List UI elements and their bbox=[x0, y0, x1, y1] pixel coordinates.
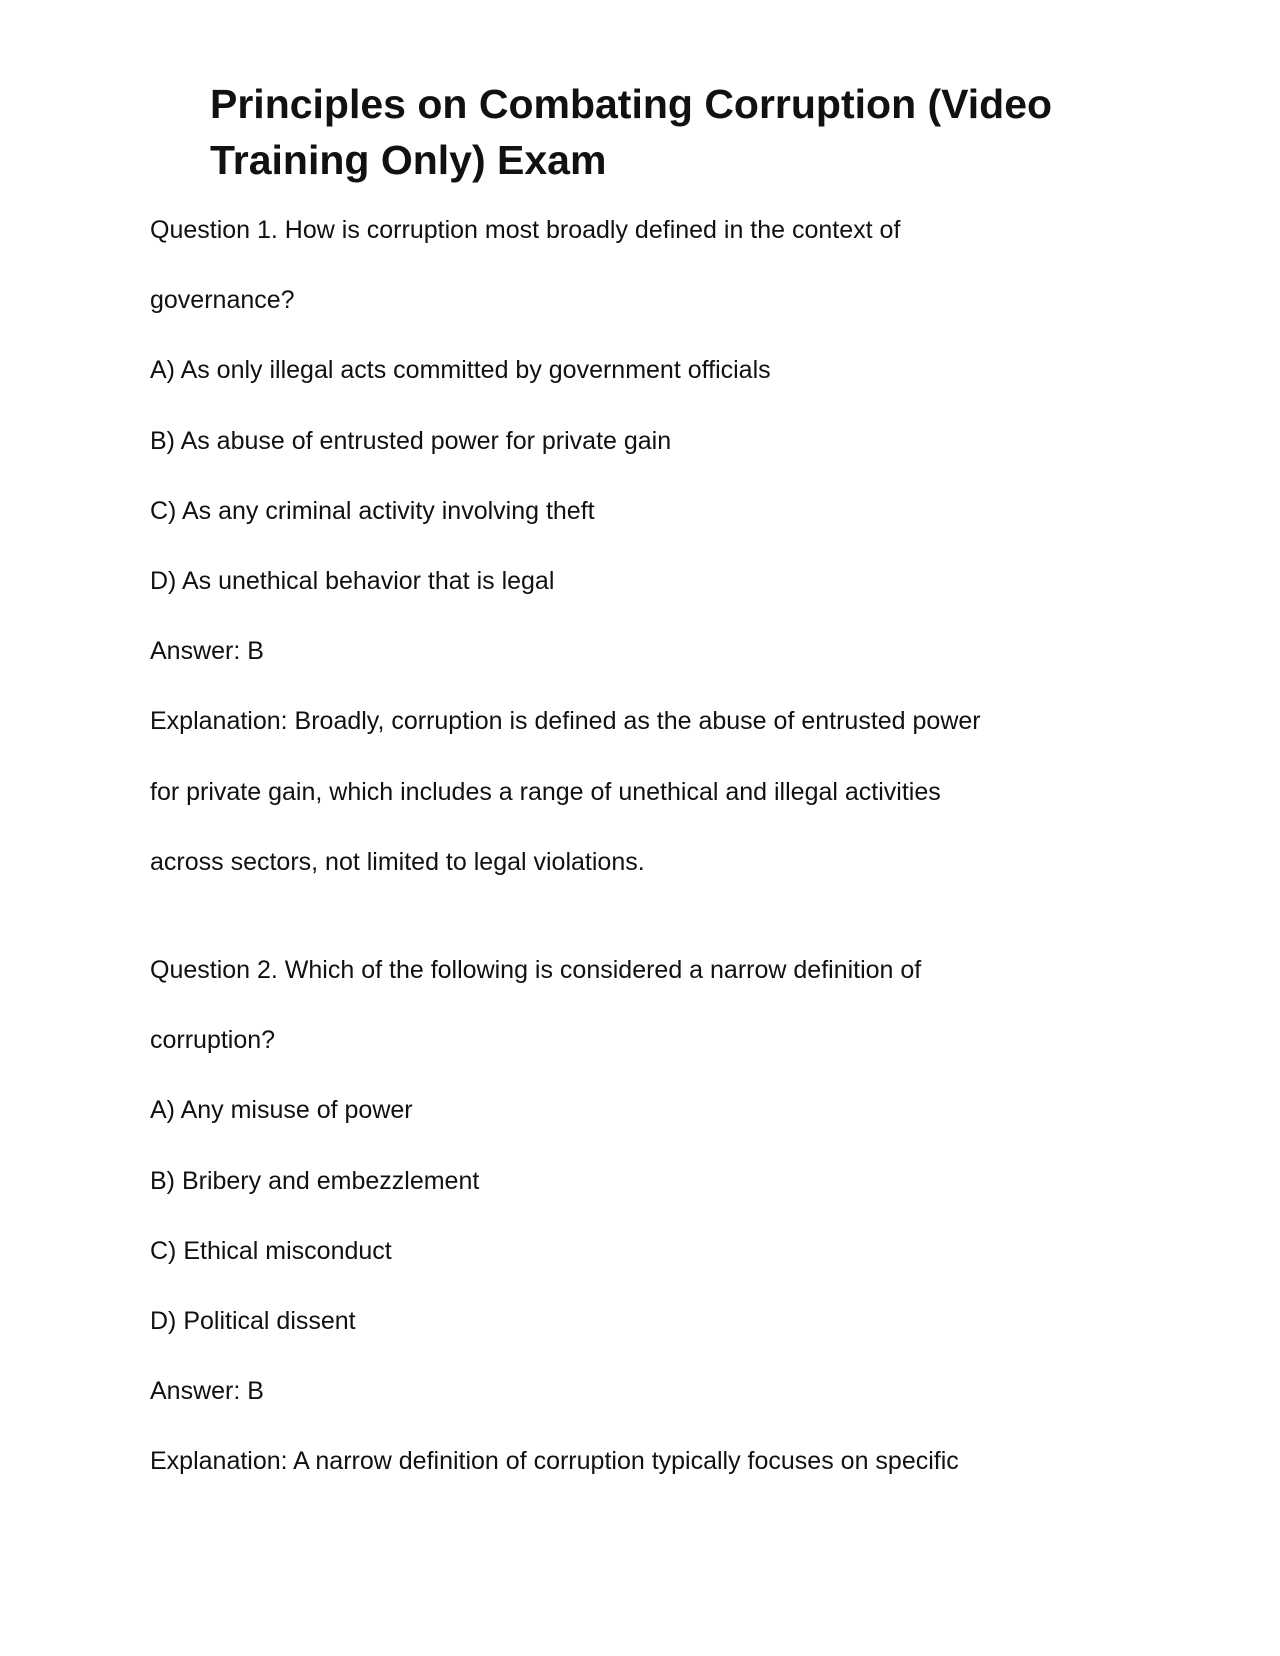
document-title: Principles on Combating Corruption (Video Training Only) Exam bbox=[210, 81, 1053, 183]
question-2-option-c: C) Ethical misconduct bbox=[150, 1237, 392, 1265]
question-2-option-d: D) Political dissent bbox=[150, 1307, 356, 1335]
question-1-explanation-line-1: Explanation: Broadly, corruption is defined as the abuse of entrusted power bbox=[150, 707, 981, 735]
question-2-answer: Answer: B bbox=[150, 1377, 264, 1405]
question-2-text-line-1: Question 2. Which of the following is considered a narrow definition of bbox=[150, 956, 922, 984]
question-1-option-b: B) As abuse of entrusted power for private gain bbox=[150, 427, 672, 455]
question-1-text-line-2: governance? bbox=[150, 286, 295, 314]
question-1-explanation-line-2: for private gain, which includes a range of unethical and illegal activities bbox=[150, 778, 941, 806]
question-1-text-line-1: Question 1. How is corruption most broadly defined in the context of bbox=[150, 216, 901, 244]
question-1-answer: Answer: B bbox=[150, 637, 264, 665]
question-1-option-c: C) As any criminal activity involving theft bbox=[150, 497, 595, 525]
question-2-explanation-line-1: Explanation: A narrow definition of corruption typically focuses on specific bbox=[150, 1447, 959, 1475]
question-1-explanation-line-3: across sectors, not limited to legal violations. bbox=[150, 848, 645, 876]
question-2-option-b: B) Bribery and embezzlement bbox=[150, 1167, 480, 1195]
question-1-option-a: A) As only illegal acts committed by government officials bbox=[150, 356, 771, 384]
question-2-option-a: A) Any misuse of power bbox=[150, 1096, 413, 1124]
question-2-text-line-2: corruption? bbox=[150, 1026, 276, 1054]
question-1-option-d: D) As unethical behavior that is legal bbox=[150, 567, 555, 595]
